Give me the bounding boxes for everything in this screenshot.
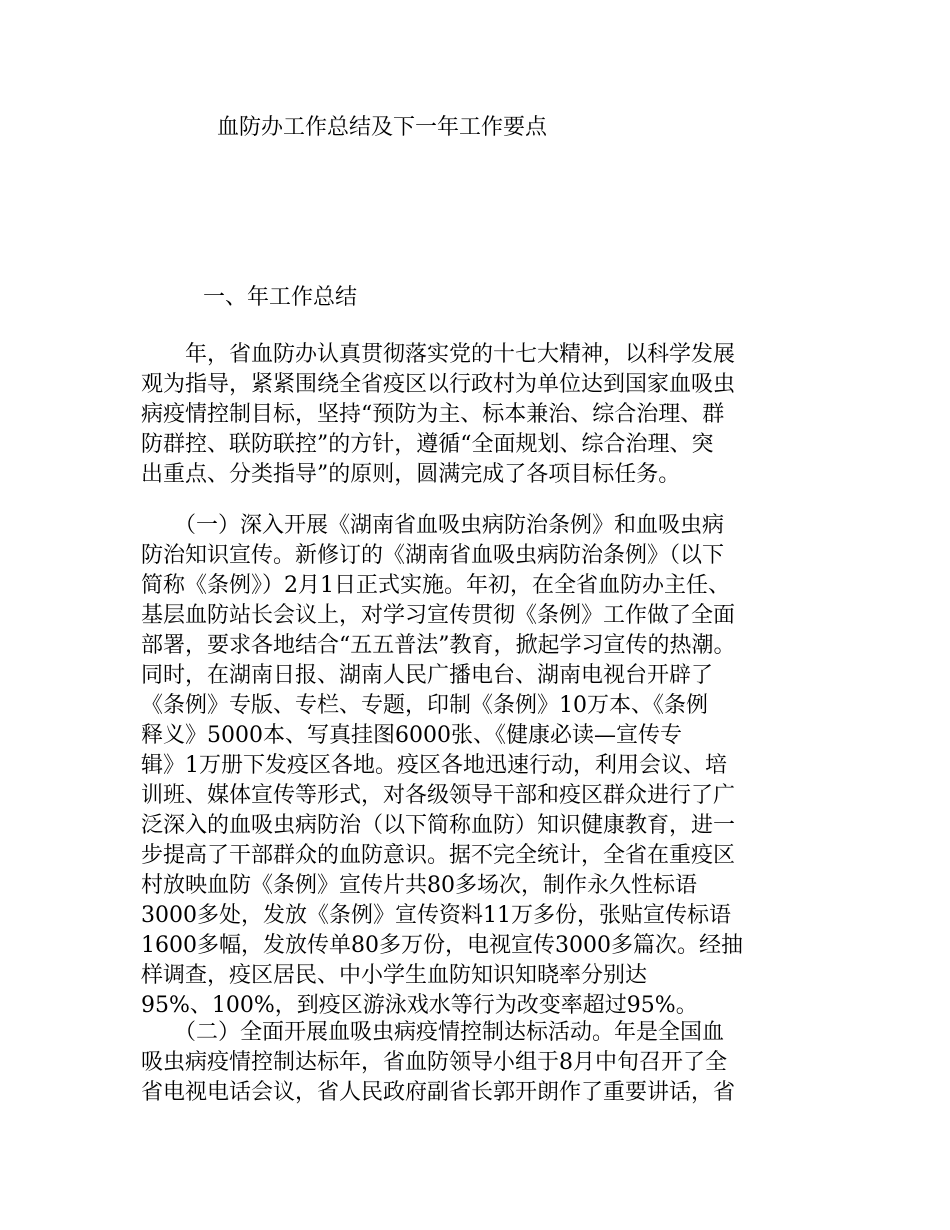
text-line: 部署，要求各地结合“五五普法”教育，掀起学习宣传的热潮。 <box>141 633 736 658</box>
paragraph-publicity <box>141 511 841 1021</box>
text-line: 泛深入的血吸虫病防治（以下简称血防）知识健康教育，进一 <box>141 813 736 838</box>
section-heading: 一、年工作总结 <box>203 285 358 310</box>
document-title: 血防办工作总结及下一年工作要点 <box>217 115 548 140</box>
text-line: 释义》5000本、写真挂图6000张、《健康必读—宣传专 <box>141 723 682 748</box>
text-line: 省电视电话会议，省人民政府副省长郭开朗作了重要讲话，省 <box>141 1080 736 1105</box>
text-line: 95%、100%，到疫区游泳戏水等行为改变率超过95%。 <box>141 993 698 1018</box>
text-line: 样调查，疫区居民、中小学生血防知识知晓率分别达 <box>141 963 648 988</box>
text-line: （一）深入开展《湖南省血吸虫病防治条例》和血吸虫病 <box>141 513 725 538</box>
text-line: 1600多幅，发放传单80多万份，电视宣传3000多篇次。经抽 <box>141 933 743 958</box>
text-line: 《条例》专版、专栏、专题，印制《条例》10万本、《条例 <box>141 693 708 718</box>
text-line: （二）全面开展血吸虫病疫情控制达标活动。年是全国血 <box>141 1020 725 1045</box>
text-line: 同时，在湖南日报、湖南人民广播电台、湖南电视台开辟了 <box>141 663 714 688</box>
text-line: 基层血防站长会议上，对学习宣传贯彻《条例》工作做了全面 <box>141 603 736 628</box>
text-line: 防治知识宣传。新修订的《湖南省血吸虫病防治条例》（以下 <box>141 543 725 568</box>
text-line: 出重点、分类指导”的原则，圆满完成了各项目标任务。 <box>141 462 681 487</box>
text-line: 3000多处，发放《条例》宣传资料11万多份，张贴宣传标语 <box>141 903 731 928</box>
text-line: 观为指导，紧紧围绕全省疫区以行政村为单位达到国家血吸虫 <box>141 372 736 397</box>
text-line: 步提高了干部群众的血防意识。据不完全统计，全省在重疫区 <box>141 843 736 868</box>
text-line: 训班、媒体宣传等形式，对各级领导干部和疫区群众进行了广 <box>141 783 736 808</box>
paragraph-control <box>141 1018 841 1108</box>
text-line: 年，省血防办认真贯彻落实党的十七大精神，以科学发展 <box>141 342 736 367</box>
text-line: 吸虫病疫情控制达标年，省血防领导小组于8月中旬召开了全 <box>141 1050 727 1075</box>
text-line: 辑》1万册下发疫区各地。疫区各地迅速行动，利用会议、培 <box>141 753 727 778</box>
paragraph-summary <box>141 340 841 490</box>
text-line: 病疫情控制目标，坚持“预防为主、标本兼治、综合治理、群 <box>141 402 725 427</box>
text-line: 简称《条例》）2月1日正式实施。年初，在全省血防办主任、 <box>141 573 730 598</box>
text-line: 防群控、联防联控”的方针，遵循“全面规划、综合治理、突 <box>141 432 714 457</box>
text-line: 村放映血防《条例》宣传片共80多场次，制作永久性标语 <box>141 873 697 898</box>
